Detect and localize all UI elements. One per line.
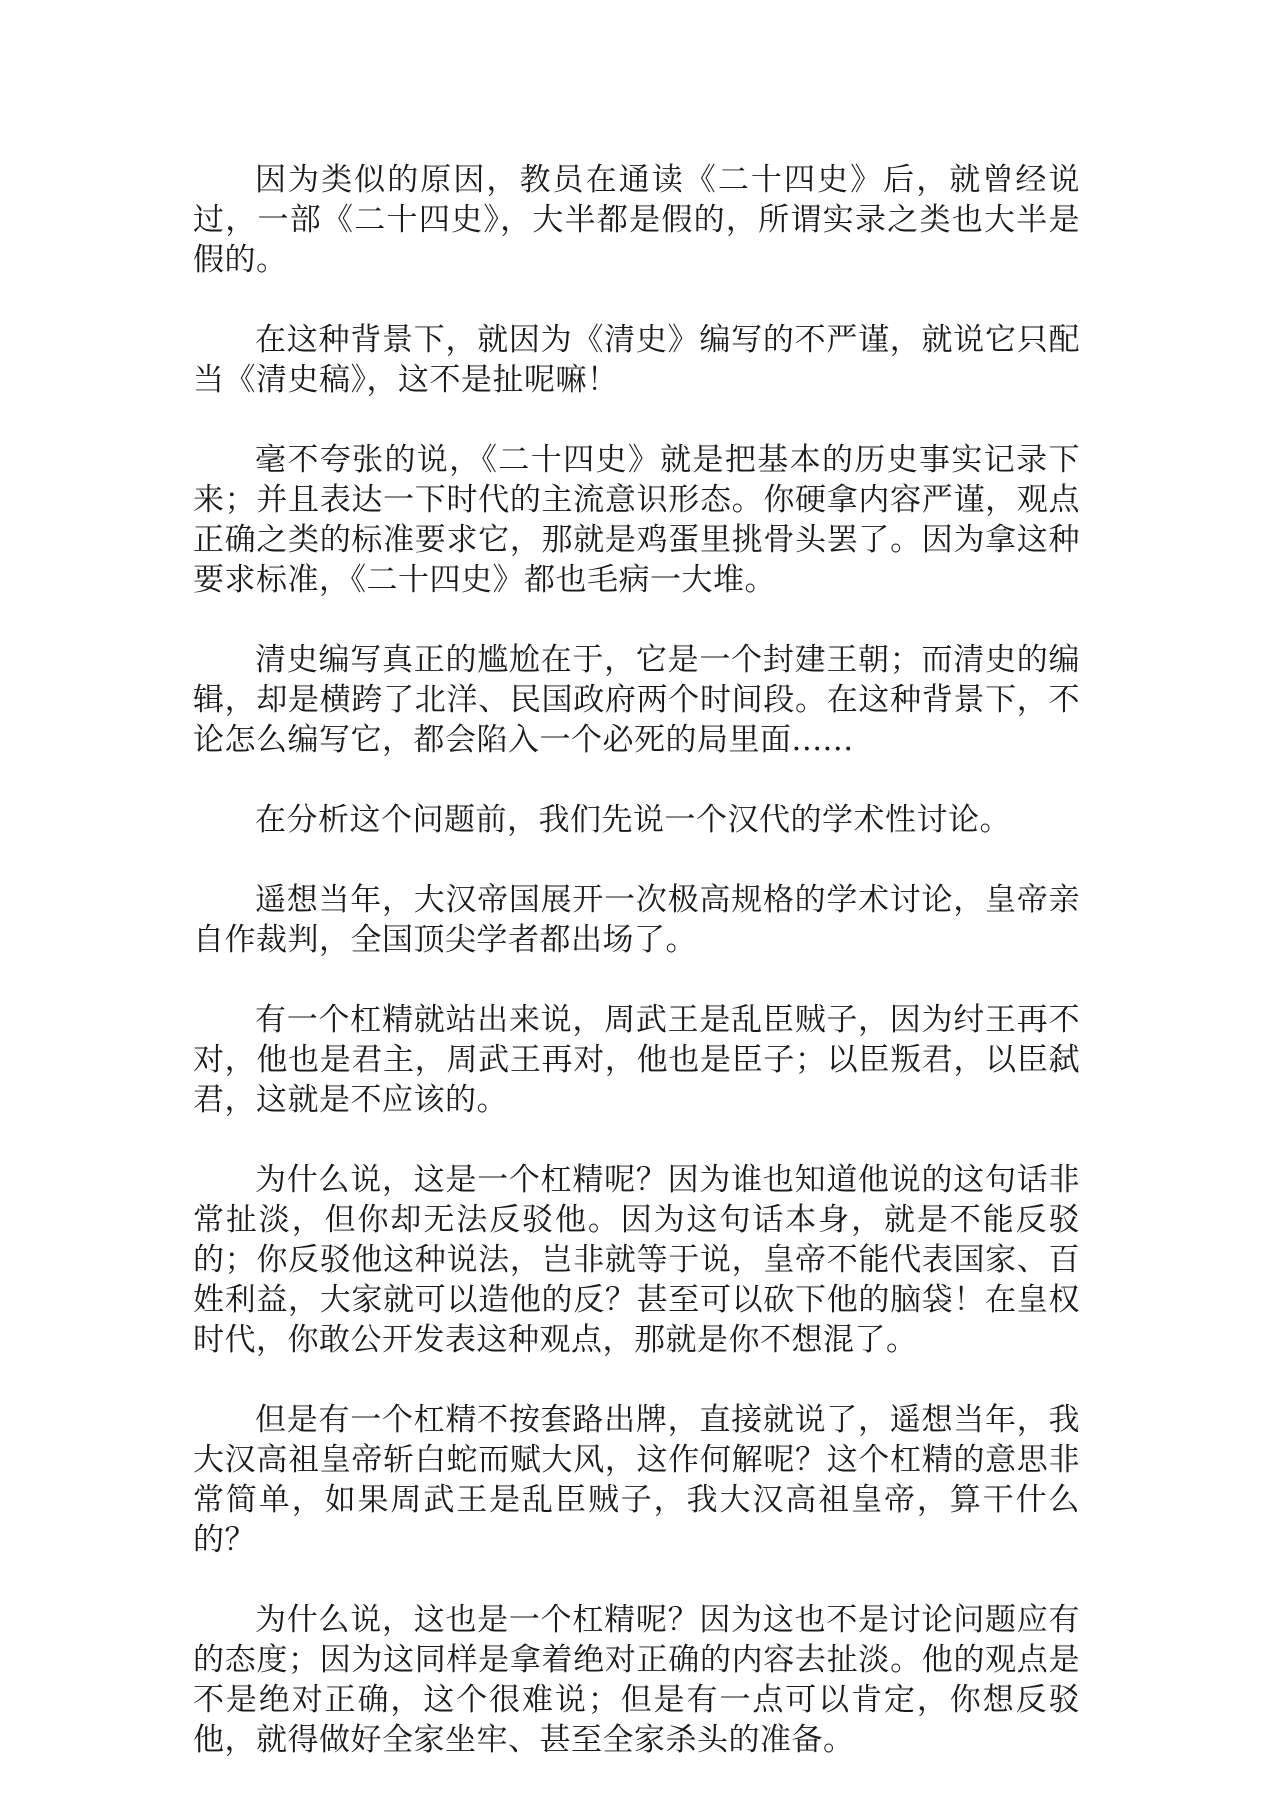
paragraph-7: 有一个杠精就站出来说，周武王是乱臣贼子，因为纣王再不对，他也是君主，周武王再对，他也是臣子；以臣叛君，以臣弑君，这就是不应该的。 [193, 1002, 1080, 1118]
paragraph-8: 为什么说，这是一个杠精呢？因为谁也知道他说的这句话非常扯淡，但你却无法反驳他。因为这句话本身，就是不能反驳的；你反驳他这种说法，岂非就等于说，皇帝不能代表国家、百姓利益，大家就可以造他的反？甚至可以砍下他的脑袋！在皇权时代，你敢公开发表这种观点，那就是你不想混了。 [193, 1162, 1080, 1358]
paragraph-6: 遥想当年，大汉帝国展开一次极高规格的学术讨论，皇帝亲自作裁判，全国顶尖学者都出场了。 [193, 882, 1080, 958]
paragraph-10: 为什么说，这也是一个杠精呢？因为这也不是讨论问题应有的态度；因为这同样是拿着绝对正确的内容去扯淡。他的观点是不是绝对正确，这个很难说；但是有一点可以肯定，你想反驳他，就得做好全家坐牢、甚至全家杀头的准备。 [193, 1602, 1080, 1758]
paragraph-3: 毫不夸张的说，《二十四史》就是把基本的历史事实记录下来；并且表达一下时代的主流意识形态。你硬拿内容严谨，观点正确之类的标准要求它，那就是鸡蛋里挑骨头罢了。因为拿这种要求标准，《二十四史》都也毛病一大堆。 [193, 442, 1080, 598]
paragraph-4: 清史编写真正的尴尬在于，它是一个封建王朝；而清史的编辑，却是横跨了北洋、民国政府两个时间段。在这种背景下，不论怎么编写它，都会陷入一个必死的局里面...... [193, 642, 1080, 758]
paragraph-9: 但是有一个杠精不按套路出牌，直接就说了，遥想当年，我大汉高祖皇帝斩白蛇而赋大风，这作何解呢？这个杠精的意思非常简单，如果周武王是乱臣贼子，我大汉高祖皇帝，算干什么的？ [193, 1402, 1080, 1558]
article-body [193, 160, 1080, 1800]
paragraph-1: 因为类似的原因，教员在通读《二十四史》后，就曾经说过，一部《二十四史》，大半都是假的，所谓实录之类也大半是假的。 [193, 162, 1080, 278]
paragraph-2: 在这种背景下，就因为《清史》编写的不严谨，就说它只配当《清史稿》，这不是扯呢嘛！ [193, 322, 1080, 398]
paragraph-5: 在分析这个问题前，我们先说一个汉代的学术性讨论。 [255, 802, 1011, 838]
